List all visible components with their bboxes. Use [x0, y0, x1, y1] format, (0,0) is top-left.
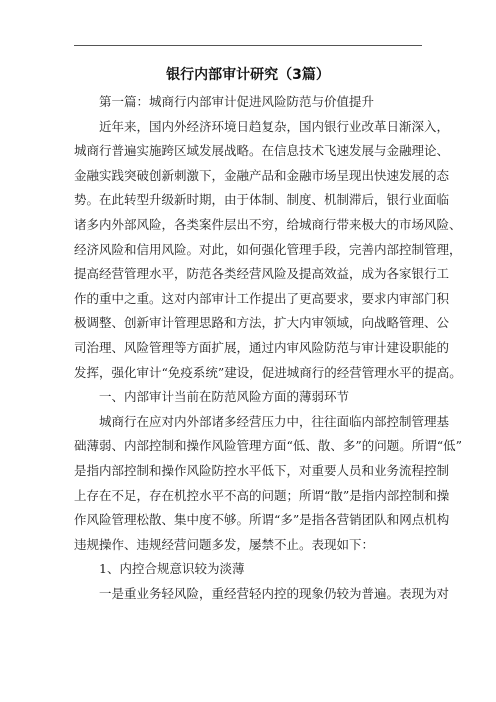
text-line: 作的重中之重。这对内部审计工作提出了更高要求，要求内审部门积 — [74, 290, 450, 306]
text-line: 上存在不足，存在机控水平不高的问题；所谓“散”是指内部控制和操 — [74, 487, 450, 503]
text-line: 近年来，国内外经济环境日趋复杂，国内银行业改革日渐深入， — [99, 118, 450, 134]
text-line: 城商行在应对内外部诸多经营压力中，往往面临内部控制管理基 — [99, 413, 450, 429]
text-line: 极调整、创新审计管理思路和方法，扩大内审领域，向战略管理、公 — [74, 315, 450, 331]
text-line: 一、内部审计当前在防范风险方面的薄弱环节 — [99, 389, 350, 405]
text-line: 发挥，强化审计“免疫系统”建设，促进城商行的经营管理水平的提高。 — [74, 364, 462, 380]
text-line: 金融实践突破创新刺激下，金融产品和金融市场呈现出快速发展的态 — [74, 167, 450, 183]
text-line: 司治理、风险管理等方面扩展，通过内审风险防范与审计建设职能的 — [74, 339, 450, 355]
text-line: 城商行普遍实施跨区域发展战略。在信息技术飞速发展与金融理论、 — [74, 143, 450, 159]
document-body — [74, 90, 463, 606]
page-title: 银行内部审计研究（3篇） — [166, 67, 330, 83]
text-line: 1、内控合规意识较为淡薄 — [99, 561, 245, 577]
text-line: 势。在此转型升级新时期，由于体制、制度、机制滞后，银行业面临 — [74, 192, 450, 208]
text-line: 提高经营管理水平，防范各类经营风险及提高效益，成为各家银行工 — [74, 266, 450, 282]
text-line: 经济风险和信用风险。对此，如何强化管理手段，完善内部控制管理， — [74, 241, 462, 257]
text-line: 作风险管理松散、集中度不够。所谓“多”是指各营销团队和网点机构 — [74, 512, 450, 528]
text-line: 一是重业务轻风险，重经营轻内控的现象仍较为普遍。表现为对 — [99, 585, 450, 601]
text-line: 违规操作、违规经营问题多发，屡禁不止。表现如下： — [74, 536, 375, 552]
text-line: 是指内部控制和操作风险防控水平低下，对重要人员和业务流程控制 — [74, 462, 450, 478]
text-line: 诸多内外部风险，各类案件层出不穷，给城商行带来极大的市场风险、 — [74, 216, 462, 232]
text-line: 第一篇：城商行内部审计促进风险防范与价值提升 — [99, 94, 375, 109]
header-rule — [74, 45, 422, 46]
text-line: 础薄弱、内部控制和操作风险管理方面“低、散、多”的问题。所谓“低” — [74, 438, 463, 454]
